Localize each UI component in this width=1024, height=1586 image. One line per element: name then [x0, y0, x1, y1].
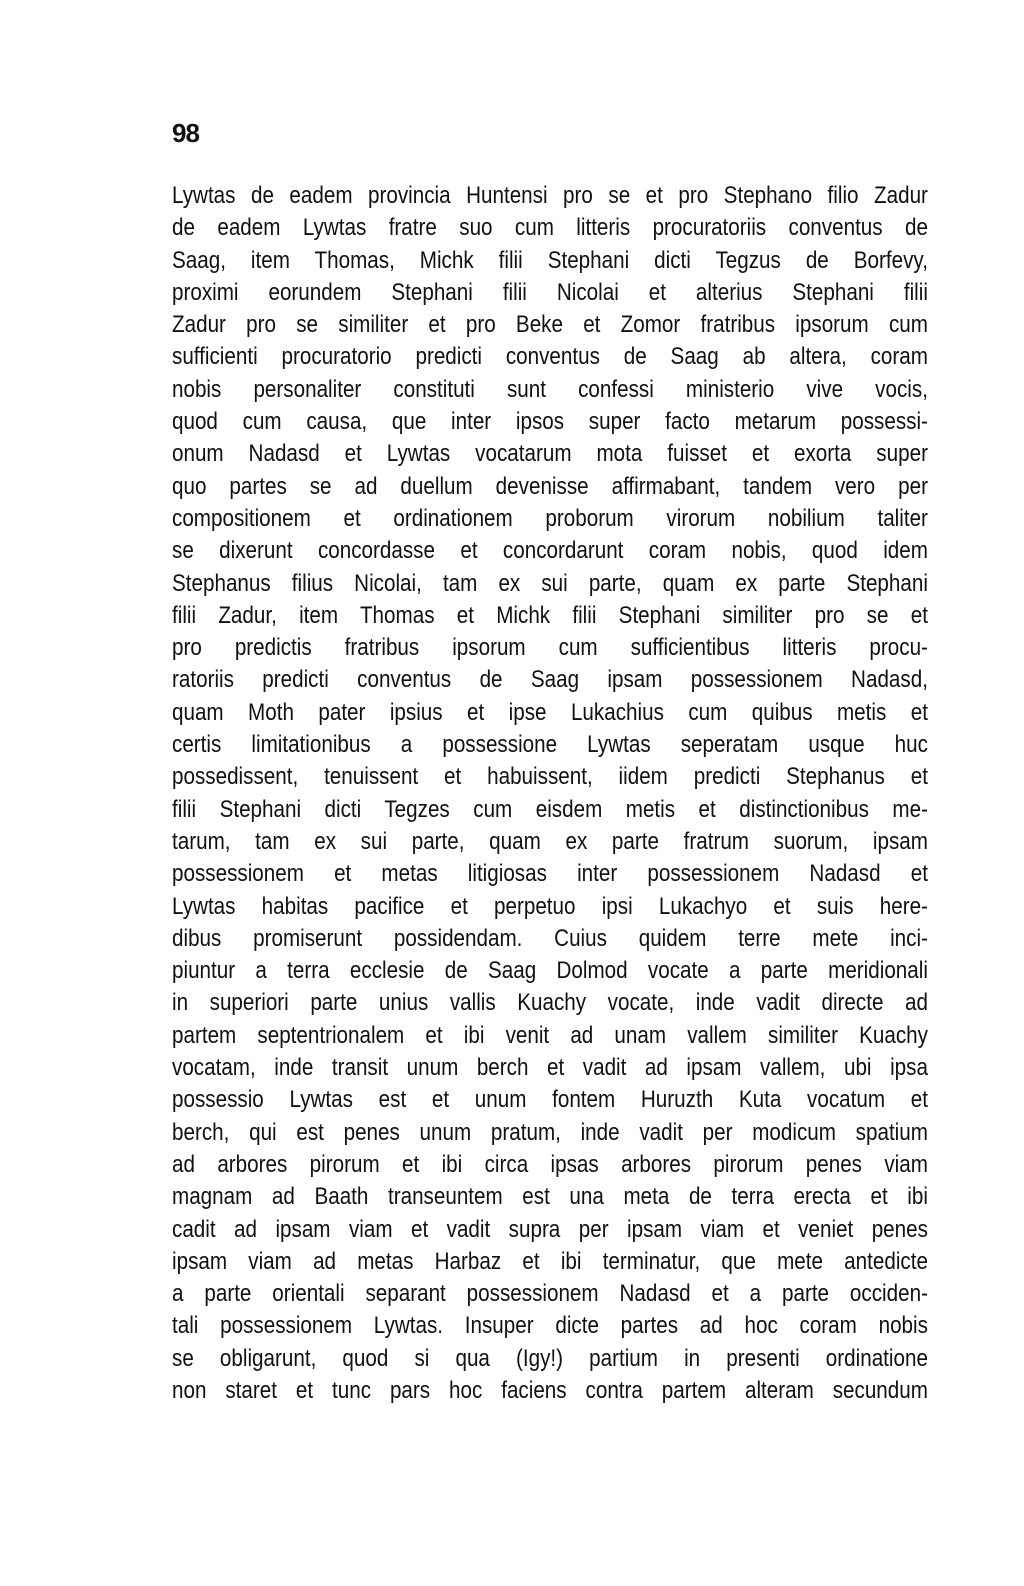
text-line: nobis personaliter constituti sunt confessi ministerio vive vocis,	[172, 375, 928, 403]
text-line: possessio Lywtas est et unum fontem Huruzth Kuta vocatum et	[172, 1086, 928, 1114]
text-line: compositionem et ordinationem proborum virorum nobilium taliter	[172, 504, 928, 532]
text-line: se obligarunt, quod si qua (Igy!) partium in presenti ordinatione	[172, 1344, 928, 1372]
text-line: filii Stephani dicti Tegzes cum eisdem metis et distinctionibus me-	[172, 795, 928, 823]
text-line: proximi eorundem Stephani filii Nicolai et alterius Stephani filii	[172, 278, 928, 306]
text-line: a parte orientali separant possessionem Nadasd et a parte occiden-	[172, 1280, 928, 1308]
text-line: vocatam, inde transit unum berch et vadit ad ipsam vallem, ubi ipsa	[172, 1054, 928, 1082]
text-line: Lywtas de eadem provincia Huntensi pro se et pro Stephano filio Zadur	[172, 182, 928, 209]
text-line: non staret et tunc pars hoc faciens contra partem alteram secundum	[172, 1376, 928, 1404]
text-line: quam Moth pater ipsius et ipse Lukachius cum quibus metis et	[172, 698, 928, 726]
text-line: Stephanus filius Nicolai, tam ex sui parte, quam ex parte Stephani	[172, 569, 928, 597]
text-line: tarum, tam ex sui parte, quam ex parte fratrum suorum, ipsam	[172, 827, 928, 855]
text-line: de eadem Lywtas fratre suo cum litteris procuratoriis conventus de	[172, 214, 928, 242]
text-line: piuntur a terra ecclesie de Saag Dolmod vocate a parte meridionali	[172, 957, 928, 985]
text-line: quod cum causa, que inter ipsos super facto metarum possessi-	[172, 408, 928, 436]
text-line: ad arbores pirorum et ibi circa ipsas arbores pirorum penes viam	[172, 1150, 928, 1178]
page-number: 98	[172, 118, 199, 148]
text-line: Lywtas habitas pacifice et perpetuo ipsi Lukachyo et suis here-	[172, 892, 928, 920]
text-line: Saag, item Thomas, Michk filii Stephani dicti Tegzus de Borfevy,	[172, 246, 928, 274]
text-line: Zadur pro se similiter et pro Beke et Zomor fratribus ipsorum cum	[172, 311, 928, 339]
text-line: magnam ad Baath transeuntem est una meta de terra erecta et ibi	[172, 1183, 928, 1211]
text-line: pro predictis fratribus ipsorum cum sufficientibus litteris procu-	[172, 634, 928, 662]
text-line: filii Zadur, item Thomas et Michk filii Stephani similiter pro se et	[172, 601, 928, 629]
text-line: possedissent, tenuissent et habuissent, iidem predicti Stephanus et	[172, 763, 928, 791]
text-line: dibus promiserunt possidendam. Cuius quidem terre mete inci-	[172, 924, 928, 952]
text-line: partem septentrionalem et ibi venit ad unam vallem similiter Kuachy	[172, 1021, 928, 1049]
body-text	[172, 180, 928, 1407]
text-line: possessionem et metas litigiosas inter possessionem Nadasd et	[172, 860, 928, 888]
text-line: ipsam viam ad metas Harbaz et ibi terminatur, que mete antedicte	[172, 1247, 928, 1275]
text-line: ratoriis predicti conventus de Saag ipsam possessionem Nadasd,	[172, 666, 928, 694]
text-line: se dixerunt concordasse et concordarunt coram nobis, quod idem	[172, 537, 928, 565]
text-line: berch, qui est penes unum pratum, inde vadit per modicum spatium	[172, 1118, 928, 1146]
text-line: certis limitationibus a possessione Lywtas seperatam usque huc	[172, 731, 928, 759]
text-line: in superiori parte unius vallis Kuachy vocate, inde vadit directe ad	[172, 989, 928, 1017]
text-line: onum Nadasd et Lywtas vocatarum mota fuisset et exorta super	[172, 440, 928, 468]
text-line: cadit ad ipsam viam et vadit supra per ipsam viam et veniet penes	[172, 1215, 928, 1243]
text-line: tali possessionem Lywtas. Insuper dicte partes ad hoc coram nobis	[172, 1312, 928, 1340]
text-line: sufficienti procuratorio predicti conventus de Saag ab altera, coram	[172, 343, 928, 371]
text-line: quo partes se ad duellum devenisse affirmabant, tandem vero per	[172, 472, 928, 500]
